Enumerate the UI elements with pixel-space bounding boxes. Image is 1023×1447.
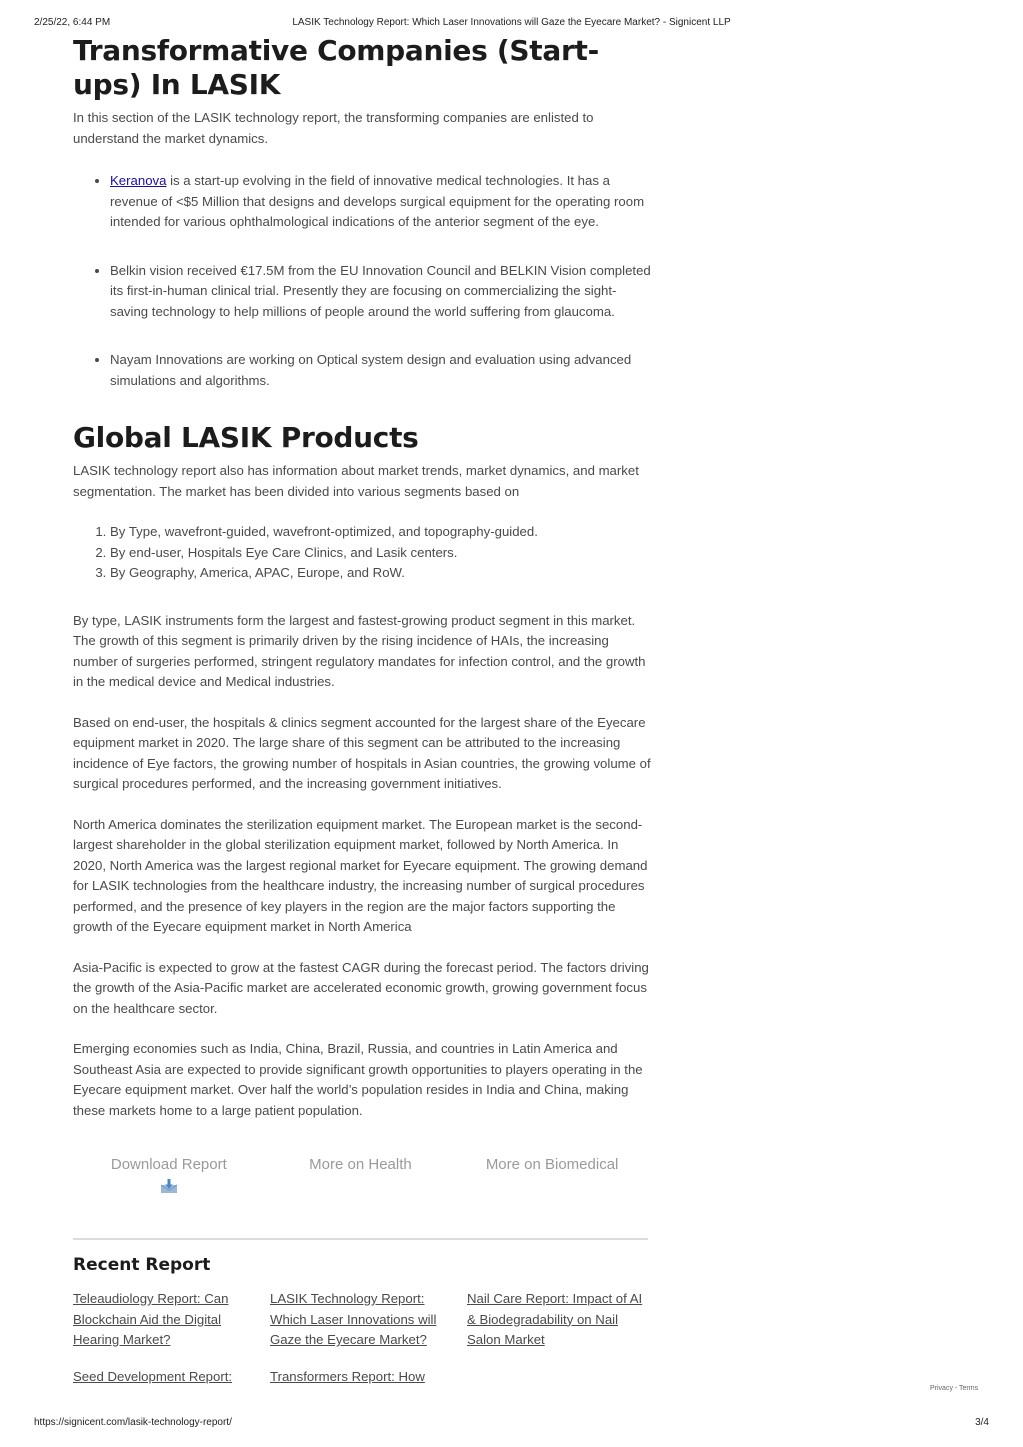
print-page-title: LASIK Technology Report: Which Laser Innovations will Gaze the Eyecare Market? - Signicent LLP — [292, 17, 731, 28]
print-footer — [0, 1417, 1023, 1433]
list-item: 3. By Geography, America, APAC, Europe, and RoW. — [110, 563, 653, 584]
paragraph: Emerging economies such as India, China, Brazil, Russia, and countries in Latin America and Southeast Asia are expected to provide significant growth opportunities to players operating in the Eyecare equipment market. Over half the world’s population resides in India and China, making these markets home to a large patient population. — [73, 1041, 643, 1118]
download-report-button[interactable] — [73, 1153, 265, 1194]
recent-report-link[interactable]: Nail Care Report: Impact of AI & Biodegradability on Nail Salon Market — [467, 1291, 643, 1347]
list-item — [110, 350, 653, 391]
paragraph: Based on end-user, the hospitals & clinics segment accounted for the largest share of the Eyecare equipment market in 2020. The large share of this segment can be attributed to the increasing incidence of Eye factors, the growing number of hospitals in Asian countries, the growing volume of surgical procedures performed, and the increasing government initiatives. — [73, 714, 651, 791]
recaptcha-privacy-terms[interactable]: Privacy - Terms — [930, 1385, 979, 1392]
download-report-label: Download Report — [110, 1156, 227, 1173]
section-heading-products: Global LASIK Products — [73, 421, 419, 454]
paragraph: By type, LASIK instruments form the largest and fastest-growing product segment in this market. The growth of this segment is primarily driven by the rising incidence of HAIs, the increasing number of surgeries performed, stringent regulatory mandates for infection control, and the growth in the medical device and Medical industries. — [73, 612, 646, 689]
keranova-link[interactable]: Keranova — [110, 173, 167, 188]
recent-report-list — [73, 1289, 663, 1387]
recent-report-link[interactable]: Teleaudiology Report: Can Blockchain Aid the Digital Hearing Market? — [73, 1291, 229, 1347]
recent-report-link[interactable]: LASIK Technology Report: Which Laser Innovations will Gaze the Eyecare Market? — [270, 1291, 437, 1347]
recent-report-heading: Recent Report — [73, 1255, 211, 1275]
section-intro-startups: In this section of the LASIK technology report, the transforming companies are enlisted to understand the market dynamics. — [73, 110, 594, 146]
print-datetime: 2/25/22, 6:44 PM — [34, 17, 111, 28]
list-item — [110, 171, 653, 233]
paragraph: North America dominates the sterilization equipment market. The European market is the second-largest shareholder in the global sterilization equipment market, followed by North America. In 2020, North America was the largest regional market for Eyecare equipment. The growing demand for LASIK technologies from the healthcare industry, the increasing number of surgical procedures performed, and the presence of key players in the region are the major factors supporting the growth of the Eyecare equipment market in North America — [73, 816, 648, 934]
list-item-text: Nayam Innovations are working on Optical system design and evaluation using advanced simulations and algorithms. — [110, 352, 632, 388]
article-content — [73, 30, 653, 1387]
section-heading-startups: Transformative Companies (Start-ups) In LASIK — [73, 34, 599, 101]
divider — [73, 1238, 648, 1240]
more-on-biomedical-button[interactable]: More on Biomedical — [485, 1156, 619, 1173]
segment-list — [73, 522, 653, 584]
download-icon — [160, 1178, 178, 1194]
list-item — [110, 261, 653, 323]
list-item-text: Belkin vision received €17.5M from the EU Innovation Council and BELKIN Vision completed its first-in-human clinical trial. Presently they are focusing on commercializing the sight-saving technology to help millions of people around the world suffering from glaucoma. — [110, 262, 651, 319]
more-on-health-button[interactable]: More on Health — [309, 1156, 412, 1173]
recent-report-link[interactable]: Transformers Report: How — [270, 1368, 425, 1384]
list-item: 2. By end-user, Hospitals Eye Care Clinics, and Lasik centers. — [110, 543, 653, 564]
section-intro-products: LASIK technology report also has information about market trends, market dynamics, and market segmentation. The market has been divided into various segments based on — [73, 463, 639, 499]
cta-row — [73, 1153, 648, 1194]
startup-list — [73, 171, 653, 391]
list-item-text: is a start-up evolving in the field of innovative medical technologies. It has a revenue of <$5 Million that designs and develops surgical equipment for the operating room intended for various ophthalmological indications of the anterior segment of the eye. — [110, 173, 645, 229]
print-url: https://signicent.com/lasik-technology-report/ — [34, 1417, 232, 1428]
paragraph: Asia-Pacific is expected to grow at the fastest CAGR during the forecast period. The factors driving the growth of the Asia-Pacific market are accelerated economic growth, growing government focus on the healthcare sector. — [73, 959, 649, 1016]
recent-report-link[interactable]: Seed Development Report: — [73, 1368, 233, 1384]
print-page-number: 3/4 — [975, 1417, 989, 1428]
list-item: 1. By Type, wavefront-guided, wavefront-optimized, and topography-guided. — [110, 522, 653, 543]
